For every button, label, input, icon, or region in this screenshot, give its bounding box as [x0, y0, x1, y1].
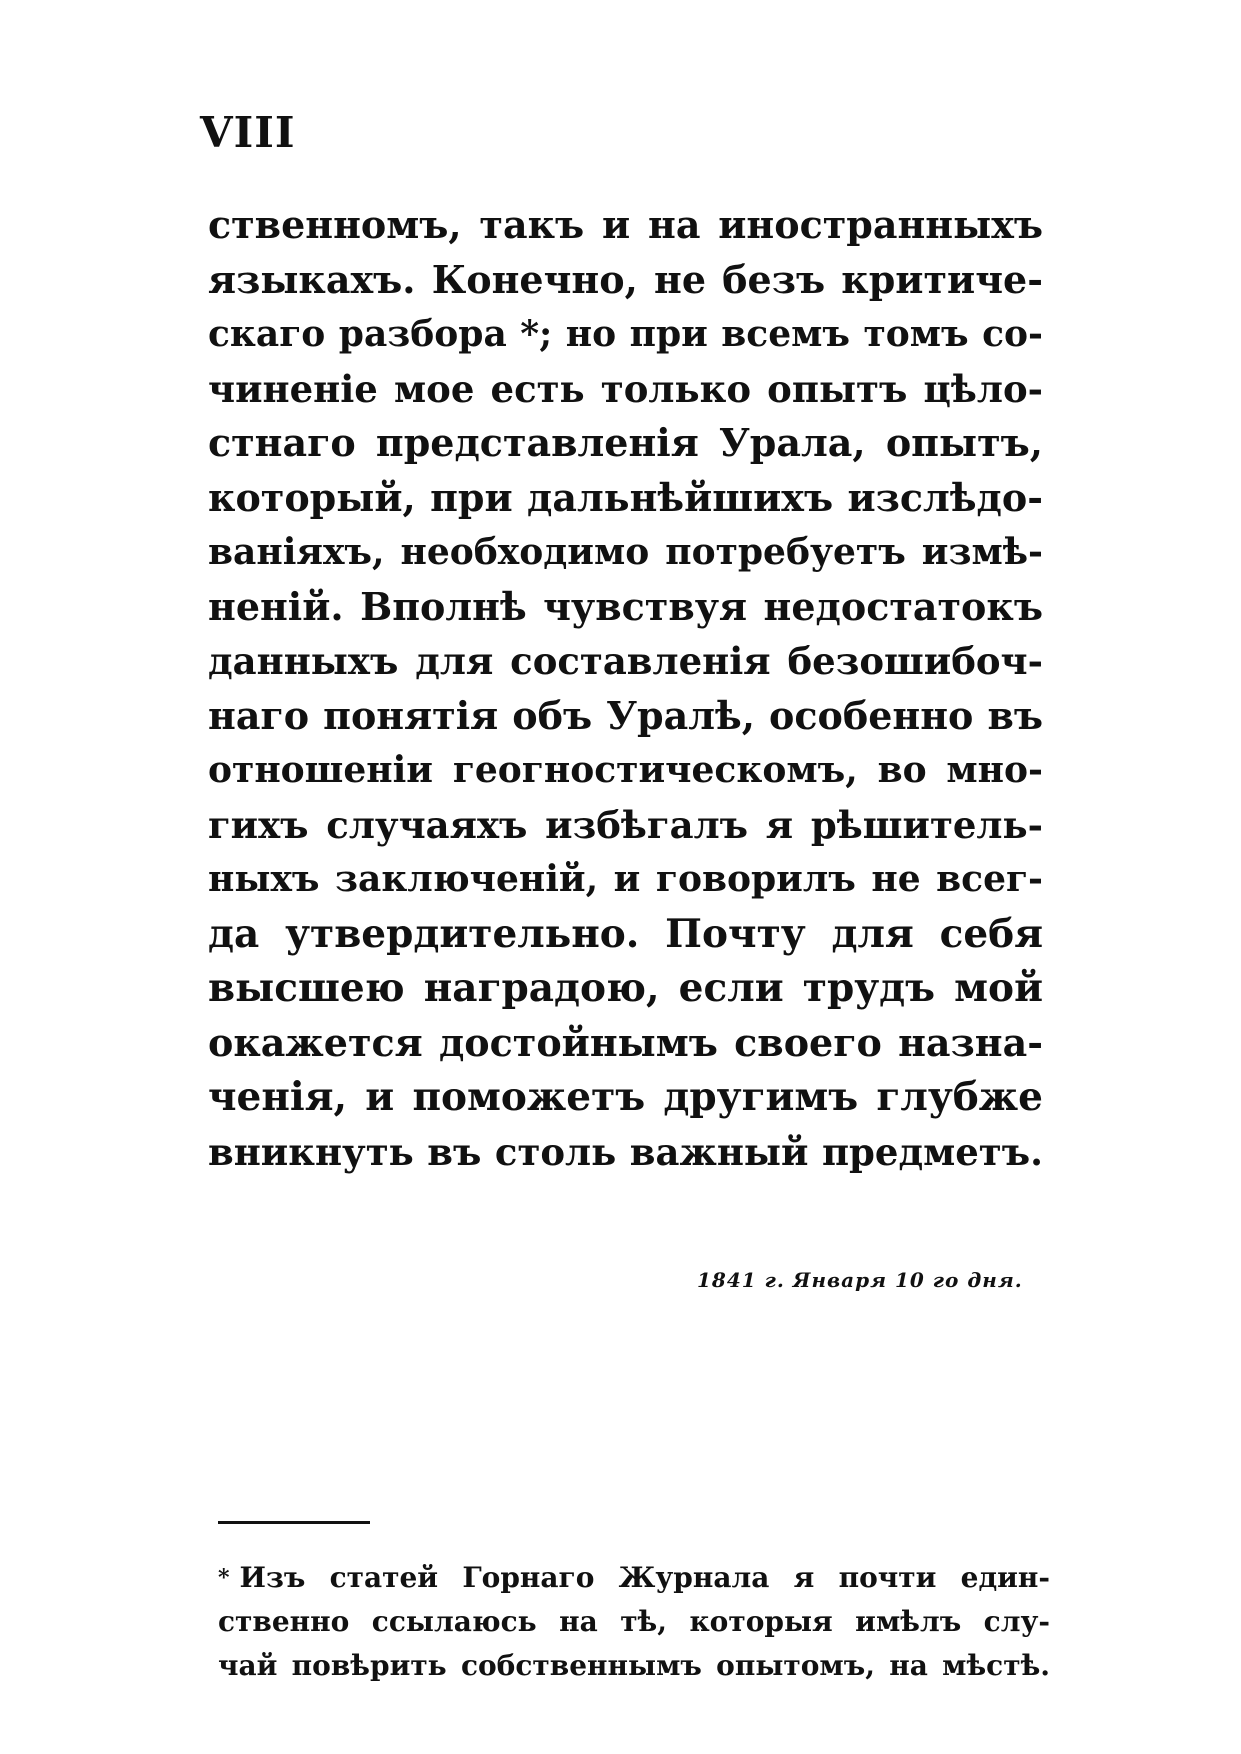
date-line: 1841 г. Января 10 го дня.	[697, 1268, 1023, 1292]
body-line: который, при дальнѣйшихъ изслѣдо-	[208, 474, 1043, 520]
body-line: высшею наградою, если трудъ мой	[208, 965, 1043, 1011]
body-line: ченія, и поможетъ другимъ глубже	[208, 1074, 1043, 1120]
footnote-marker: *	[218, 1565, 230, 1591]
body-line: гихъ случаяхъ избѣгалъ я рѣшитель-	[208, 802, 1043, 847]
body-line: ныхъ заключеній, и говорилъ не всег-	[208, 858, 1043, 900]
footnote-rule	[218, 1521, 370, 1524]
body-line: чиненіе мое есть только опытъ цѣло-	[208, 366, 1043, 411]
footnote-line: чай повѣрить собственнымъ опытомъ, на мѣстѣ.	[218, 1649, 1050, 1682]
body-line: неній. Вполнѣ чувствуя недостатокъ	[208, 583, 1043, 629]
footnote-line	[218, 1556, 1050, 1600]
body-line: языкахъ. Конечно, не безъ критиче-	[208, 256, 1043, 302]
body-line: вникнуть въ столь важный предметъ.	[208, 1129, 1043, 1174]
body-line: данныхъ для составленія безошибоч-	[208, 639, 1043, 683]
body-line: ваніяхъ, необходимо потребуетъ измѣ-	[208, 531, 1043, 573]
body-text	[208, 198, 1043, 1179]
body-line: отношеніи геогностическомъ, во мно-	[208, 749, 1043, 791]
footnote-line: ственно ссылаюсь на тѣ, которыя имѣлъ слу-	[218, 1605, 1050, 1638]
page-number: VIII	[200, 108, 296, 157]
body-line: окажется достойнымъ своего назна-	[208, 1019, 1043, 1065]
body-line: да утвердительно. Почту для себя	[208, 910, 1043, 957]
footnote	[218, 1556, 1050, 1688]
body-line: скаго разбора *; но при всемъ томъ со-	[208, 313, 1043, 355]
footnote-line-text: Изъ статей Горнаго Журнала я почти един-	[239, 1561, 1050, 1594]
body-line: наго понятія объ Уралѣ, особенно въ	[208, 692, 1043, 738]
body-line: ственномъ, такъ и на иностранныхъ	[208, 202, 1043, 247]
body-line: стнаго представленія Урала, опытъ,	[208, 420, 1043, 465]
